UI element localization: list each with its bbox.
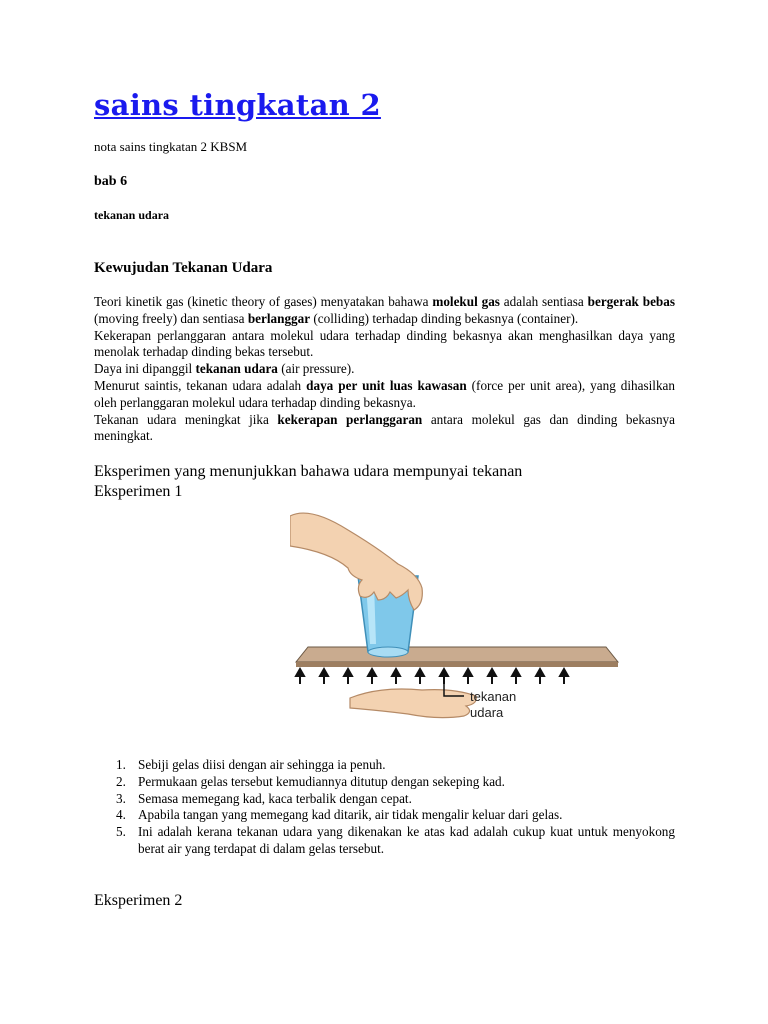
list-text: Sebiji gelas diisi dengan air sehingga ia penuh.: [138, 757, 386, 772]
text-run: Menurut saintis, tekanan udara adalah: [94, 377, 307, 393]
bold-term: berlanggar: [247, 310, 311, 326]
list-item: [94, 774, 675, 791]
experiment-illustration: [290, 506, 636, 728]
body-text: [94, 294, 675, 445]
arrow-up-icons: [296, 669, 568, 684]
figure-label-line1: tekanan: [470, 689, 517, 704]
list-item: [94, 757, 675, 774]
bold-term: daya per unit luas kawasan: [306, 377, 467, 393]
list-item: [94, 824, 675, 858]
text-run: (colliding) terhadap dinding bekasnya (container).: [310, 310, 579, 326]
chapter-label: bab 6: [94, 174, 128, 189]
bold-term: kekerapan perlanggaran: [277, 411, 423, 427]
card: [296, 647, 618, 662]
page-title-link[interactable]: sains tingkatan 2: [94, 88, 381, 122]
subtitle: nota sains tingkatan 2 KBSM: [94, 139, 248, 154]
list-number: 3.: [116, 790, 126, 806]
text-run: Teori kinetik gas (kinetic theory of gases) menyatakan bahawa: [94, 294, 433, 309]
list-number: 4.: [116, 807, 126, 823]
topic-label: tekanan udara: [94, 208, 170, 222]
list-text: Semasa memegang kad, kaca terbalik dengan cepat.: [138, 790, 412, 806]
list-number: 1.: [116, 757, 126, 772]
card-edge: [296, 662, 618, 667]
experiment-2-heading: Eksperimen 2: [94, 892, 183, 909]
paragraph-1: [94, 294, 675, 328]
text-run: (air pressure).: [277, 361, 355, 377]
text-run: Tekanan udara meningkat jika: [94, 411, 278, 427]
paragraph-3: [94, 361, 675, 378]
list-number: 2.: [116, 773, 126, 789]
bold-term: bergerak bebas: [587, 294, 675, 309]
text-run: Daya ini dipanggil: [94, 361, 196, 377]
text-run: (force per unit area), yang dihasilkan oleh perlanggaran molekul udara terhadap dinding bekasnya.: [94, 377, 675, 410]
list-item: [94, 791, 675, 808]
list-item: [94, 807, 675, 824]
experiment-heading: [94, 462, 522, 502]
text-run: antara molekul gas dan dinding bekasnya meningkat.: [94, 411, 676, 444]
text-run: (moving freely) dan sentiasa: [94, 310, 248, 326]
steps-list: [94, 757, 675, 858]
experiment-intro: Eksperimen yang menunjukkan bahawa udara mempunyai tekanan: [94, 463, 523, 480]
section-heading: Kewujudan Tekanan Udara: [94, 260, 273, 276]
text-run: adalah sentiasa: [499, 294, 588, 309]
bold-term: tekanan udara: [195, 361, 278, 377]
glass-rim: [368, 647, 408, 657]
paragraph-4: [94, 378, 675, 412]
list-text: Apabila tangan yang memegang kad ditarik, air tidak mengalir keluar dari gelas.: [138, 807, 563, 823]
paragraph-2: Kekerapan perlanggaran antara molekul udara terhadap dinding bekasnya akan menghasilkan daya yang menolak terhadap dinding bekas tersebut.: [94, 327, 675, 360]
list-number: 5.: [116, 824, 126, 840]
figure-label-line2: udara: [470, 705, 504, 720]
list-text: Permukaan gelas tersebut kemudiannya ditutup dengan sekeping kad.: [138, 773, 505, 789]
open-hand-icon: [350, 689, 476, 718]
bold-term: molekul gas: [432, 294, 500, 309]
experiment-1-heading: Eksperimen 1: [94, 483, 183, 500]
paragraph-5: [94, 412, 675, 446]
list-text: Ini adalah kerana tekanan udara yang dikenakan ke atas kad adalah cukup kuat untuk menyokong berat air yang terdapat di dalam gelas tersebut.: [138, 824, 675, 856]
